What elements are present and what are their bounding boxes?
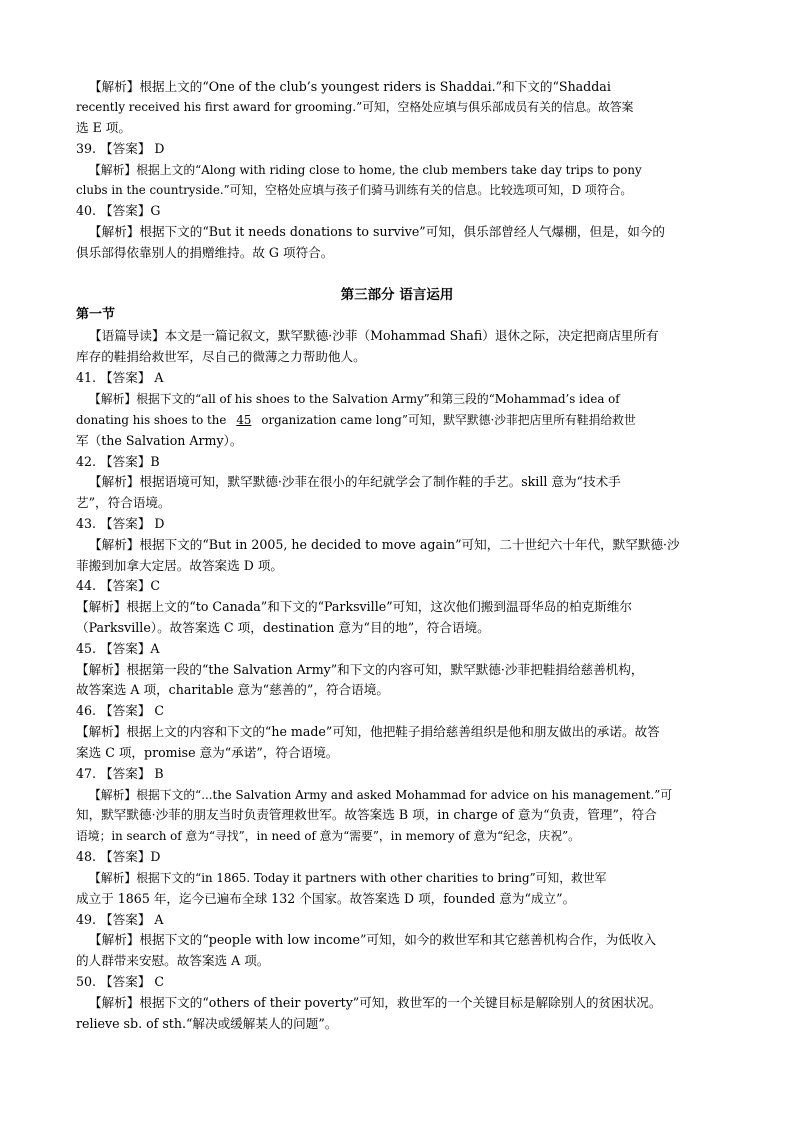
answer-43: 43. 【答案】 D xyxy=(76,516,165,531)
answer-39: 39. 【答案】 D xyxy=(76,141,165,156)
answer-47: 47. 【答案】 B xyxy=(76,766,164,781)
subsection-heading: 第一节 xyxy=(76,307,116,322)
text-line: 成立于 1865 年，迄今已遍布全球 132 个国家。故答案选 D 项，founded 意为“成立”。 xyxy=(76,891,576,906)
answer-42: 42. 【答案】B xyxy=(76,454,160,469)
text-line: recently received his first award for grooming.”可知，空格处应填与俱乐部成员有关的信息。故答案 xyxy=(76,100,634,114)
text-line: 语境；in search of 意为“寻找”，in need of 意为“需要”，in memory of 意为“纪念，庆祝”。 xyxy=(76,829,580,843)
text-line: 菲搬到加拿大定居。故答案选 D 项。 xyxy=(76,558,284,573)
answer-44: 44. 【答案】C xyxy=(76,578,161,593)
text-line: 【解析】根据下文的“...the Salvation Army and asked Mohammad for advice on his management.”可 xyxy=(89,788,673,802)
text-line: 【解析】根据语境可知，默罕默德·沙菲在很小的年纪就学会了制作鞋的手艺。skill 意为“技术手 xyxy=(89,474,621,489)
text-line: 【解析】根据上文的内容和下文的“he made”可知，他把鞋子捐给慈善组织是他和朋友做出的承诺。故答 xyxy=(76,724,660,739)
answer-49: 49. 【答案】 A xyxy=(76,912,164,927)
text-line: 【解析】根据下文的“But it needs donations to survive”可知，俱乐部曾经人气爆棚，但是，如今的 xyxy=(89,224,666,239)
text-line: 【解析】根据上文的“to Canada”和下文的“Parksville”可知，这次他们搬到温哥华岛的柏克斯维尔 xyxy=(76,599,632,614)
text-line: 【解析】根据下文的“others of their poverty”可知，救世军的一个关键目标是解除别人的贫困状况。 xyxy=(89,995,662,1010)
text-line: 选 E 项。 xyxy=(76,120,131,135)
text-line: 【解析】根据第一段的“the Salvation Army”和下文的内容可知，默罕默德·沙菲把鞋捐给慈善机构， xyxy=(76,662,644,677)
answer-45: 45. 【答案】A xyxy=(76,641,160,656)
text-line: 知，默罕默德·沙菲的朋友当时负责管理救世军。故答案选 B 项，in charge of 意为“负责，管理”，符合 xyxy=(76,807,657,822)
text-line: 【解析】根据下文的“But in 2005, he decided to move again”可知，二十世纪六十年代，默罕默德·沙 xyxy=(89,537,680,552)
text-line: 艺”，符合语境。 xyxy=(76,495,171,510)
text-line: clubs in the countryside.”可知，空格处应填与孩子们骑马训练有关的信息。比较选项可知，D 项符合。 xyxy=(76,183,633,197)
text-line: 【解析】根据下文的“people with low income”可知，如今的救世军和其它慈善机构合作，为低收入 xyxy=(89,932,657,947)
text-line: 俱乐部得依靠别人的捐赠维持。故 G 项符合。 xyxy=(76,245,334,260)
text-line: 【解析】根据下文的“all of his shoes to the Salvation Army”和第三段的“Mohammad’s idea of xyxy=(89,392,620,406)
answer-41: 41. 【答案】 A xyxy=(76,370,164,385)
text-line: 【语篇导读】本文是一篇记叙文，默罕默德·沙菲（Mohammad Shafi）退休之际，决定把商店里所有 xyxy=(89,328,659,343)
text-line: 军（the Salvation Army）。 xyxy=(76,433,243,448)
answer-48: 48. 【答案】D xyxy=(76,849,161,864)
text-line: 故答案选 A 项，charitable 意为“慈善的”，符合语境。 xyxy=(76,682,389,697)
text-line: relieve sb. of sth.“解决或缓解某人的问题”。 xyxy=(76,1016,338,1031)
blank-number: 45 xyxy=(236,413,252,427)
text-line: 【解析】根据下文的“in 1865. Today it partners with other charities to bring”可知，救世军 xyxy=(89,871,607,885)
text-line: （Parksville）。故答案选 C 项，destination 意为“目的地”，符合语境。 xyxy=(76,620,490,635)
text-fragment: donating his shoes to the xyxy=(76,413,227,427)
text-line: 的人群带来安慰。故答案选 A 项。 xyxy=(76,953,270,968)
answer-46: 46. 【答案】 C xyxy=(76,703,165,718)
text-fragment: organization came long”可知，默罕默德·沙菲把店里所有鞋捐给救世 xyxy=(261,413,636,427)
text-line: 案选 C 项，promise 意为“承诺”，符合语境。 xyxy=(76,745,339,760)
text-line: 库存的鞋捐给救世军，尽自己的微薄之力帮助他人。 xyxy=(76,349,366,364)
text-line: 【解析】根据上文的“Along with riding close to home, the club members take day trips to pony xyxy=(89,163,642,177)
text-line xyxy=(76,410,726,430)
answer-40: 40. 【答案】G xyxy=(76,203,161,218)
text-line: 【解析】根据上文的“One of the club’s youngest riders is Shaddai.”和下文的“Shaddai xyxy=(89,79,611,94)
section-heading: 第三部分 语言运用 xyxy=(340,287,454,303)
answer-50: 50. 【答案】 C xyxy=(76,974,165,989)
